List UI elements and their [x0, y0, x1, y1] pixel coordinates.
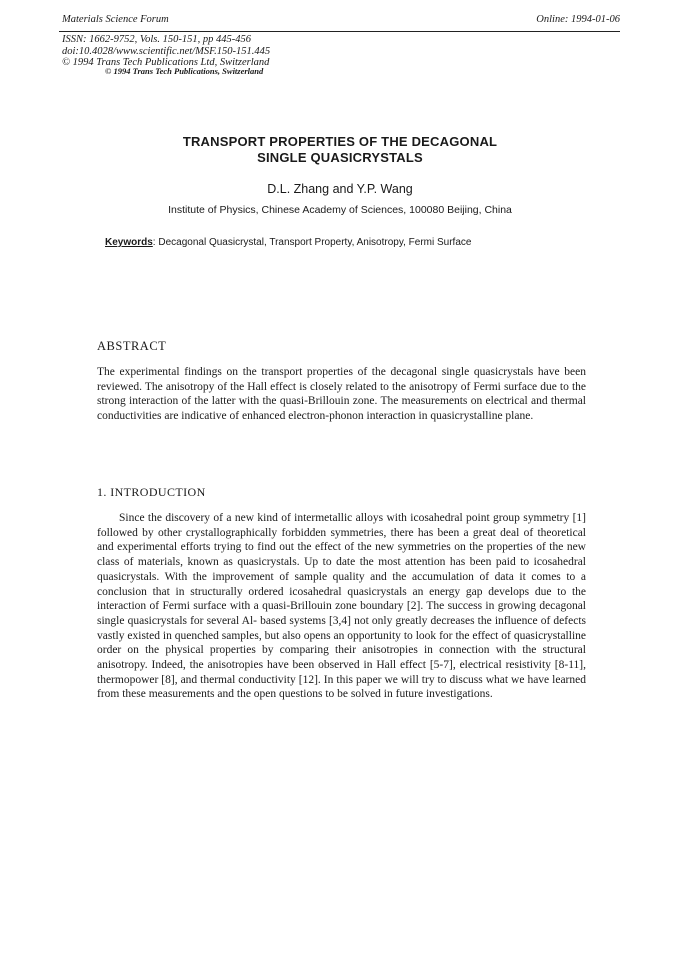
header-meta [62, 34, 270, 69]
header-rule [59, 31, 620, 32]
paper-title-line1: TRANSPORT PROPERTIES OF THE DECAGONAL [182, 134, 498, 149]
paper-title [60, 134, 620, 166]
keywords-label: Keywords [105, 237, 153, 248]
introduction-heading: 1. INTRODUCTION [97, 485, 206, 499]
keywords-text: : Decagonal Quasicrystal, Transport Property, Anisotropy, Fermi Surface [152, 237, 472, 248]
affiliation: Institute of Physics, Chinese Academy of Sciences, 100080 Beijing, China [168, 204, 512, 216]
title-block [60, 134, 620, 217]
abstract-heading: ABSTRACT [97, 339, 167, 353]
introduction-body: Since the discovery of a new kind of intermetallic alloys with icosahedral point group symmetry [1] followed by other crystallographically forbidden symmetries, there has been a great deal of theoretical and experimental efforts trying to find out the effect of the new symmetries on the properties of the new class of materials, known as quasicrystals. Up to date the most attention has been paid to icosahedral quasicrystals. With the improvement of sample quality and the accumulation of data it comes to a conclusion that in structurally ordered icosahedral quasicrystals an energy gap develops due to the interaction of Fermi surface with a quasi-Brillouin zone boundary [2]. The success in growing decagonal single quasicrystals for several Al- based systems [3,4] not only greatly decreases the influence of defects vastly existed in quenched samples, but also opens an opportunity to look for the effect of quasicrystalline order on the physical properties by comparing their anisotropies in connection with the structural anisotropy. Indeed, the anisotropies have been observed in Hall effect [5-7], electrical resistivity [8-11], thermopower [8], and thermal conductivity [12]. In this paper we will try to discuss what we have learned from these measurements and the open questions to be solved in future investigations. [97, 512, 586, 701]
doi-line: doi:10.4028/www.scientific.net/MSF.150-151.445 [62, 45, 271, 57]
authors: D.L. Zhang and Y.P. Wang [267, 182, 413, 196]
copyright-line: © 1994 Trans Tech Publications Ltd, Switzerland [62, 57, 270, 68]
abstract-body: The experimental findings on the transport properties of the decagonal single quasicrystals have been reviewed. The anisotropy of the Hall effect is closely related to the anisotropy of Fermi surface due to the strong interaction of the latter with the quasi-Brillouin zone. The measurements on electrical and thermal conductivities are indicative of enhanced electron-phonon interaction in quasicrystalline plane. [97, 366, 586, 423]
journal-name: Materials Science Forum [62, 14, 169, 25]
publisher-imprint: © 1994 Trans Tech Publications, Switzerland [105, 66, 264, 76]
online-date: Online: 1994-01-06 [536, 14, 620, 25]
issn-line: ISSN: 1662-9752, Vols. 150-151, pp 445-456 [62, 34, 251, 45]
paper-title-line2: SINGLE QUASICRYSTALS [257, 150, 423, 165]
keywords-line [105, 236, 585, 249]
